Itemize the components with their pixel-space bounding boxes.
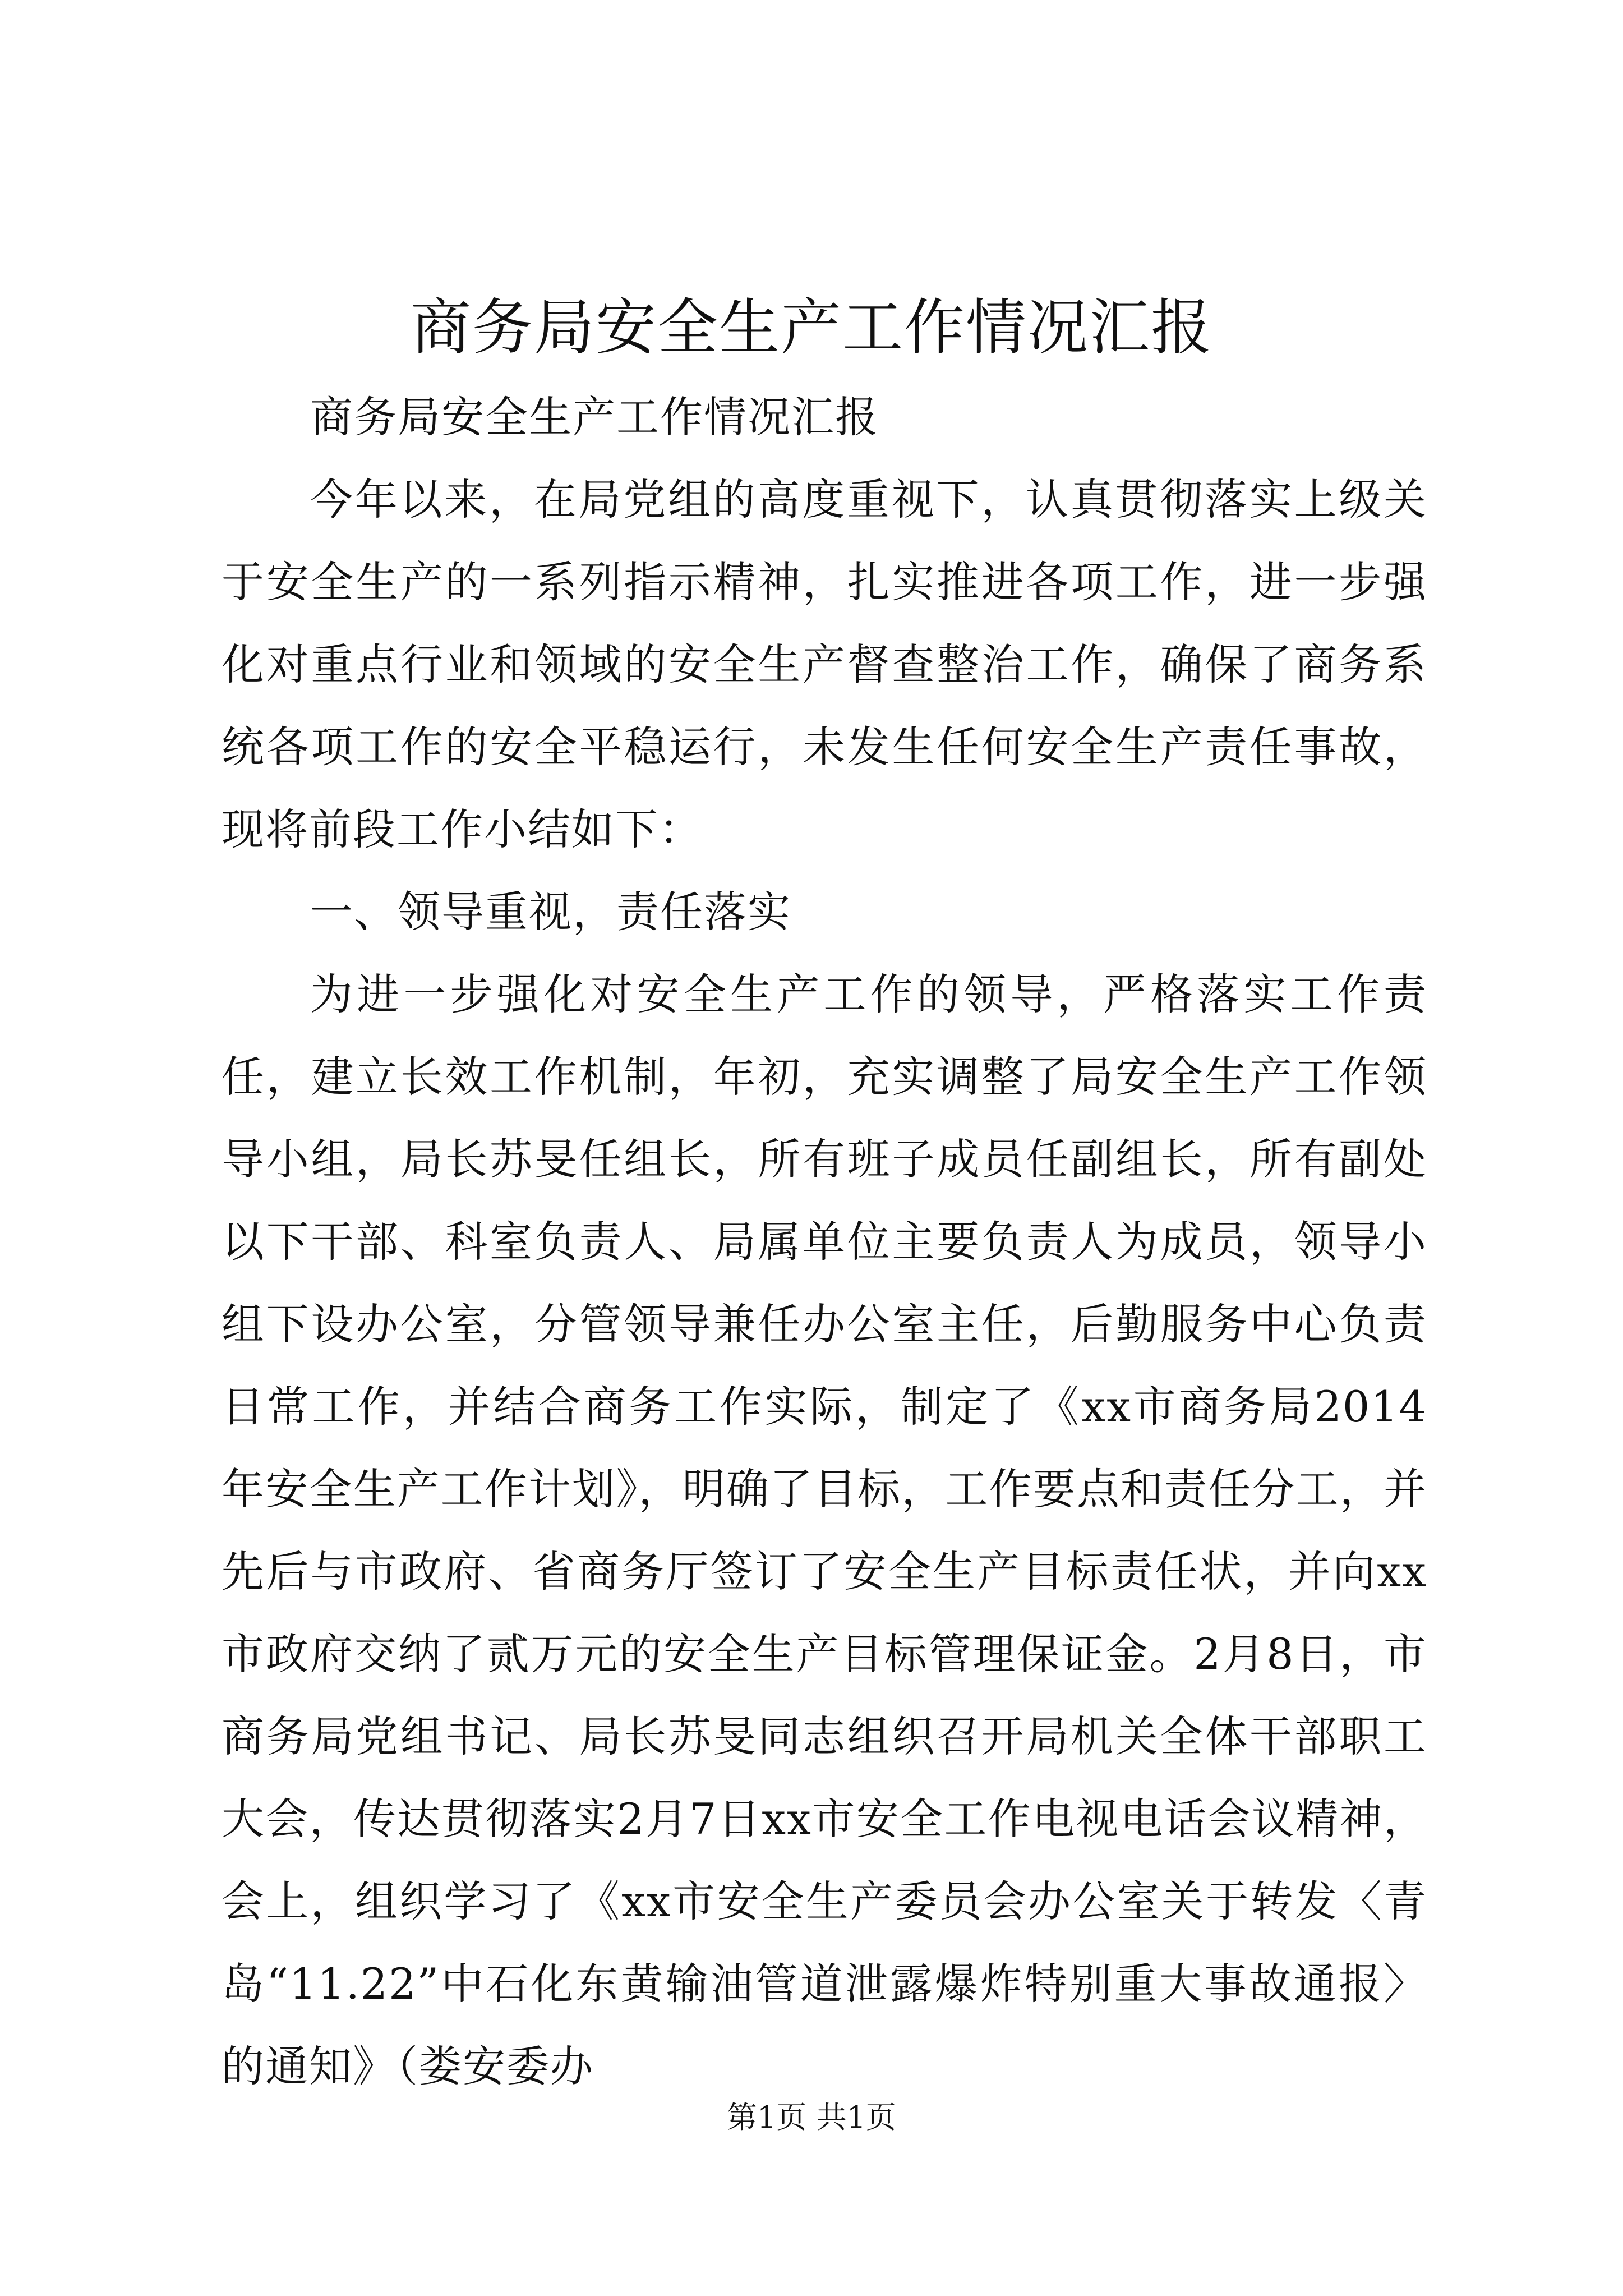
page-number-footer: 第1页 共1页 (727, 2100, 896, 2135)
section-heading-1: 一、领导重视，责任落实 (310, 887, 791, 937)
document-body (222, 376, 1427, 2108)
paragraph-section-1: 为进一步强化对安全生产工作的领导，严格落实工作责任，建立长效工作机制，年初，充实调整了局安全生产工作领导小组，局长苏旻任组长，所有班子成员任副组长，所有副处以下干部、科室负责人、局属单位主要负责人为成员，领导小组下设办公室，分管领导兼任办公室主任，后勤服务中心负责日常工作，并结合商务工作实际，制定了《xx市商务局2014年安全生产工作计划》，明确了目标，工作要点和责任分工，并先后与市政府、省商务厅签订了安全生产目标责任状，并向xx市政府交纳了贰万元的安全生产目标管理保证金。2月8日，市商务局党组书记、局长苏旻同志组织召开局机关全体干部职工大会，传达贯彻落实2月7日xx市安全工作电视电话会议精神，会上，组织学习了《xx市安全生产委员会办公室关于转发〈青岛“11.22”中石化东黄输油管道泄露爆炸特别重大事故通报〉的通知》（娄安委办 (222, 969, 1427, 2091)
document-title: 商务局安全生产工作情况汇报 (410, 293, 1212, 363)
paragraph-subtitle: 商务局安全生产工作情况汇报 (310, 392, 879, 442)
paragraph-intro: 今年以来，在局党组的高度重视下，认真贯彻落实上级关于安全生产的一系列指示精神，扎实推进各项工作，进一步强化对重点行业和领域的安全生产督查整治工作，确保了商务系统各项工作的安全平稳运行，未发生任何安全生产责任事故，现将前段工作小结如下： (222, 475, 1427, 854)
